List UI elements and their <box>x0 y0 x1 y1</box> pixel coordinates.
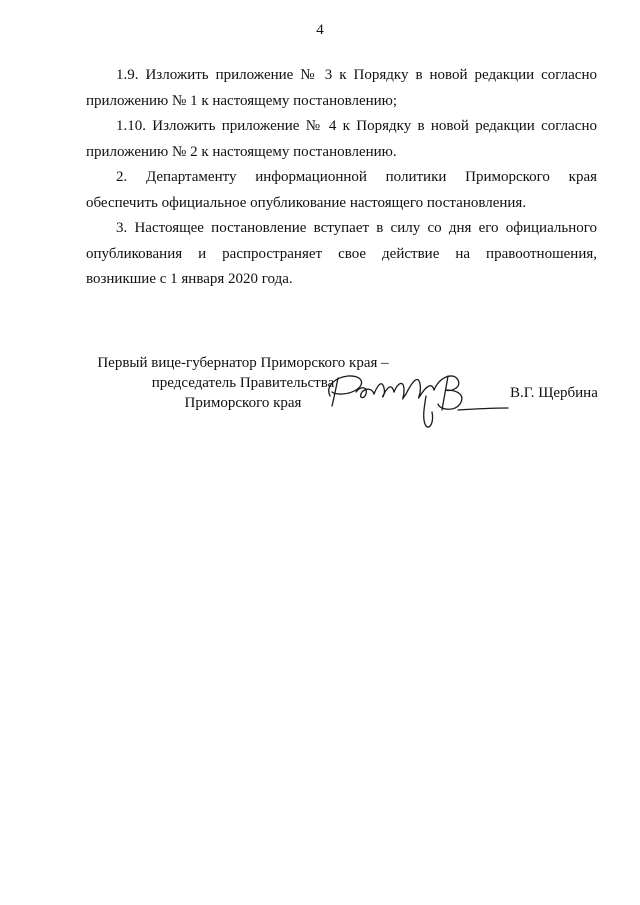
page-number: 4 <box>316 22 324 38</box>
paragraph-2: 2. Департаменту информационной политики Приморского края обеспечить официальное опубликование настоящего постановления. <box>86 169 597 211</box>
paragraph-1-9: 1.9. Изложить приложение № 3 к Порядку в новой редакции согласно приложению № 1 к настоящему постановлению; <box>86 67 597 109</box>
signatory-title-line: Первый вице-губернатор Приморского края – <box>97 355 389 371</box>
document-body <box>86 63 597 293</box>
paragraph-3: 3. Настоящее постановление вступает в силу со дня его официального опубликования и распространяет свое действие на правоотношения, возникшие с 1 января 2020 года. <box>86 220 597 287</box>
signatory-title-line: председатель Правительства <box>151 375 335 391</box>
signatory-name: В.Г. Щербина <box>510 385 598 401</box>
paragraph-1-10: 1.10. Изложить приложение № 4 к Порядку в новой редакции согласно приложению № 2 к настоящему постановлению. <box>86 118 597 160</box>
signatory-title-line: Приморского края <box>184 395 302 411</box>
handwritten-signature <box>322 366 512 432</box>
